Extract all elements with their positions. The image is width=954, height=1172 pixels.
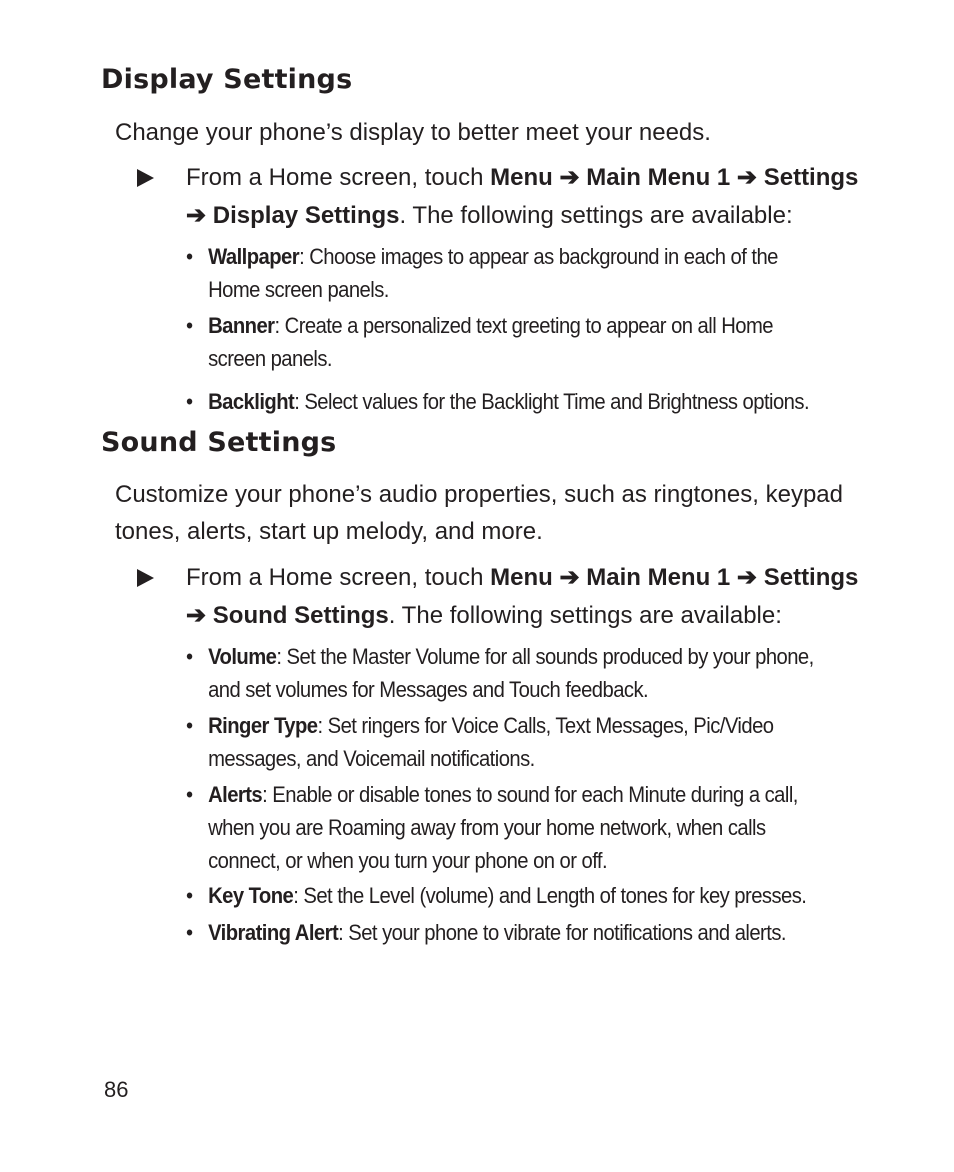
display-settings-step-text: From a Home screen, touch Menu ➔ Main Menu 1 ➔ Settings ➔ Display Settings. The following settings are available: — [186, 164, 859, 229]
setting-term: Wallpaper — [208, 244, 300, 269]
list-item: • Wallpaper: Choose images to appear as background in each of the Home screen panels. — [186, 244, 778, 302]
list-item: • Volume: Set the Master Volume for all sounds produced by your phone, and set volumes for Messages and Touch feedback. — [186, 644, 814, 702]
sound-settings-heading: Sound Settings — [101, 427, 337, 458]
setting-term: Ringer Type — [208, 713, 318, 738]
setting-term: Banner — [208, 313, 275, 338]
list-item: • Vibrating Alert: Set your phone to vibrate for notifications and alerts. — [186, 920, 786, 945]
page-number: 86 — [104, 1077, 129, 1102]
sound-settings-step-text: From a Home screen, touch Menu ➔ Main Menu 1 ➔ Settings ➔ Sound Settings. The following settings are available: — [186, 564, 859, 629]
setting-term: Alerts — [208, 782, 263, 807]
menu-path-target: Display Settings — [212, 201, 400, 229]
sound-settings-intro: Customize your phone’s audio properties, such as ringtones, keypad tones, alerts, start up melody, and more. — [115, 481, 843, 545]
menu-path-menu: Menu — [490, 164, 553, 191]
list-item: • Alerts: Enable or disable tones to sound for each Minute during a call, when you are Roaming away from your home network, when calls connect, or when you turn your phone on or off. — [186, 782, 798, 873]
setting-term: Backlight — [208, 389, 295, 414]
menu-path-settings: Settings — [763, 164, 859, 191]
setting-term: Key Tone — [208, 883, 294, 908]
list-item: • Backlight: Select values for the Backlight Time and Brightness options. — [186, 389, 810, 414]
menu-path-main-menu: Main Menu 1 — [586, 164, 731, 191]
list-item: • Ringer Type: Set ringers for Voice Calls, Text Messages, Pic/Video messages, and Voicemail notifications. — [186, 713, 774, 771]
list-item: • Banner: Create a personalized text greeting to appear on all Home screen panels. — [186, 313, 774, 371]
menu-path-main-menu: Main Menu 1 — [586, 564, 731, 591]
menu-path-target: Sound Settings — [212, 601, 389, 629]
display-settings-heading: Display Settings — [101, 64, 353, 95]
menu-path-settings: Settings — [763, 564, 859, 591]
step-arrow-icon — [137, 569, 154, 587]
list-item: • Key Tone: Set the Level (volume) and Length of tones for key presses. — [186, 883, 807, 908]
step-arrow-icon — [137, 169, 154, 187]
menu-path-menu: Menu — [490, 564, 553, 591]
setting-term: Vibrating Alert — [208, 920, 339, 945]
display-settings-intro: Change your phone’s display to better meet your needs. — [115, 119, 711, 146]
setting-term: Volume — [208, 644, 277, 669]
